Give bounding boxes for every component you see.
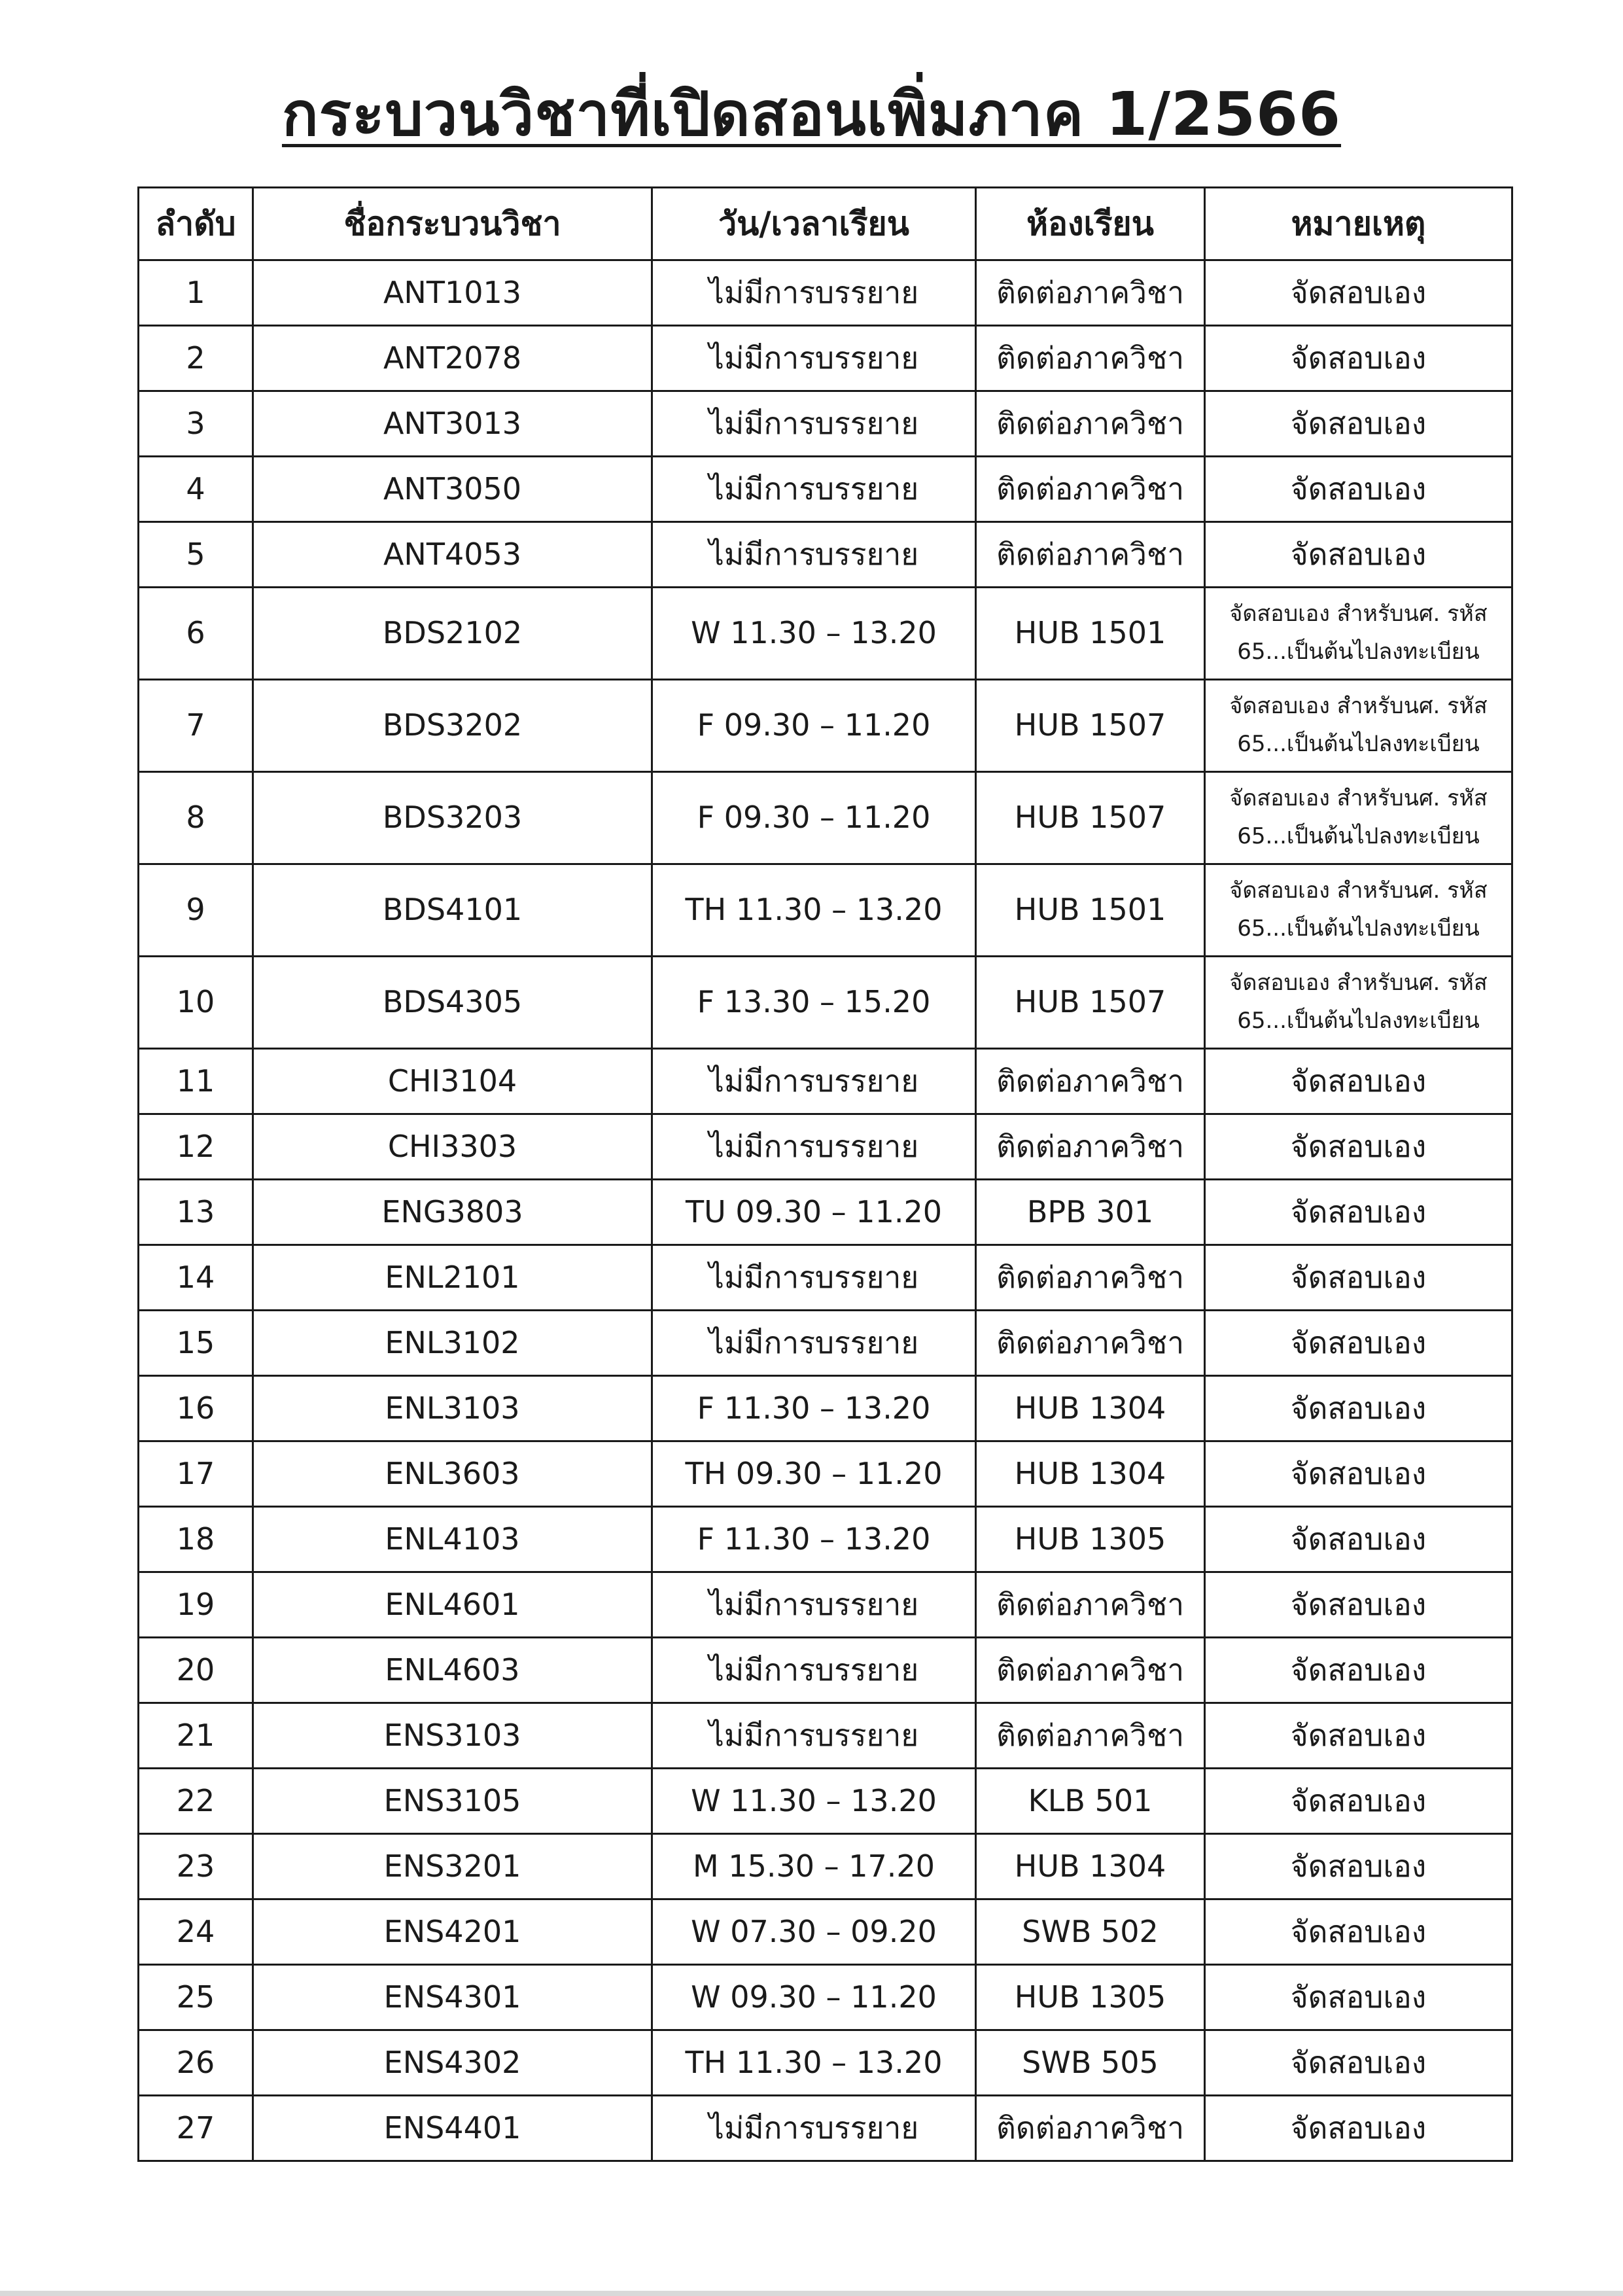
cell-day-time: ไม่มีการบรรยาย (652, 1245, 976, 1311)
cell-order: 10 (139, 957, 253, 1049)
cell-order: 20 (139, 1638, 253, 1703)
cell-course-name: ENL3103 (253, 1376, 652, 1441)
cell-day-time: TH 11.30 – 13.20 (652, 864, 976, 957)
table-row (139, 391, 1512, 457)
table-row (139, 2096, 1512, 2161)
cell-order: 5 (139, 522, 253, 588)
cell-order: 7 (139, 680, 253, 772)
cell-day-time: ไม่มีการบรรยาย (652, 457, 976, 522)
cell-remark: จัดสอบเอง สำหรับนศ. รหัส 65...เป็นต้นไปลงทะเบียน (1205, 957, 1512, 1049)
cell-room: KLB 501 (976, 1769, 1205, 1834)
cell-course-name: ANT4053 (253, 522, 652, 588)
cell-course-name: ENL3603 (253, 1441, 652, 1507)
cell-course-name: ENS4201 (253, 1899, 652, 1965)
cell-order: 22 (139, 1769, 253, 1834)
cell-room: ติดต่อภาควิชา (976, 1638, 1205, 1703)
page-title: กระบวนวิชาที่เปิดสอนเพิ่มภาค 1/2566 (281, 79, 1342, 149)
cell-course-name: ENL4603 (253, 1638, 652, 1703)
table-row (139, 522, 1512, 588)
cell-order: 23 (139, 1834, 253, 1899)
cell-day-time: ไม่มีการบรรยาย (652, 1311, 976, 1376)
cell-course-name: ANT3050 (253, 457, 652, 522)
cell-remark: จัดสอบเอง สำหรับนศ. รหัส 65...เป็นต้นไปลงทะเบียน (1205, 680, 1512, 772)
cell-order: 27 (139, 2096, 253, 2161)
cell-remark: จัดสอบเอง (1205, 2096, 1512, 2161)
table-body (139, 260, 1512, 2161)
cell-day-time: ไม่มีการบรรยาย (652, 1114, 976, 1180)
cell-day-time: M 15.30 – 17.20 (652, 1834, 976, 1899)
cell-room: HUB 1507 (976, 772, 1205, 864)
table-row (139, 1834, 1512, 1899)
cell-remark: จัดสอบเอง (1205, 260, 1512, 326)
cell-course-name: ENS4301 (253, 1965, 652, 2030)
table-row (139, 1114, 1512, 1180)
cell-room: BPB 301 (976, 1180, 1205, 1245)
cell-day-time: W 09.30 – 11.20 (652, 1965, 976, 2030)
cell-order: 19 (139, 1572, 253, 1638)
cell-order: 26 (139, 2030, 253, 2096)
cell-order: 18 (139, 1507, 253, 1572)
cell-course-name: ENL4601 (253, 1572, 652, 1638)
header-order: ลำดับ (139, 188, 253, 260)
cell-day-time: ไม่มีการบรรยาย (652, 326, 976, 391)
table-row (139, 1311, 1512, 1376)
cell-day-time: ไม่มีการบรรยาย (652, 1703, 976, 1769)
cell-day-time: F 11.30 – 13.20 (652, 1376, 976, 1441)
table-row (139, 1507, 1512, 1572)
table-row (139, 1703, 1512, 1769)
cell-room: ติดต่อภาควิชา (976, 1311, 1205, 1376)
cell-order: 15 (139, 1311, 253, 1376)
cell-room: HUB 1304 (976, 1441, 1205, 1507)
cell-remark: จัดสอบเอง (1205, 1703, 1512, 1769)
table-row (139, 772, 1512, 864)
cell-order: 13 (139, 1180, 253, 1245)
cell-order: 25 (139, 1965, 253, 2030)
table-row (139, 1899, 1512, 1965)
cell-remark: จัดสอบเอง (1205, 326, 1512, 391)
table-row (139, 260, 1512, 326)
cell-remark: จัดสอบเอง (1205, 522, 1512, 588)
cell-day-time: TH 09.30 – 11.20 (652, 1441, 976, 1507)
cell-day-time: ไม่มีการบรรยาย (652, 391, 976, 457)
cell-remark: จัดสอบเอง สำหรับนศ. รหัส 65...เป็นต้นไปลงทะเบียน (1205, 864, 1512, 957)
cell-day-time: ไม่มีการบรรยาย (652, 1638, 976, 1703)
cell-remark: จัดสอบเอง (1205, 1507, 1512, 1572)
cell-day-time: F 09.30 – 11.20 (652, 772, 976, 864)
cell-course-name: CHI3303 (253, 1114, 652, 1180)
table-row (139, 326, 1512, 391)
cell-day-time: W 11.30 – 13.20 (652, 1769, 976, 1834)
cell-room: HUB 1304 (976, 1376, 1205, 1441)
cell-room: ติดต่อภาควิชา (976, 1114, 1205, 1180)
cell-remark: จัดสอบเอง (1205, 1638, 1512, 1703)
cell-course-name: ANT1013 (253, 260, 652, 326)
cell-order: 17 (139, 1441, 253, 1507)
cell-order: 8 (139, 772, 253, 864)
cell-course-name: ENS3105 (253, 1769, 652, 1834)
table-row (139, 1769, 1512, 1834)
cell-course-name: ENG3803 (253, 1180, 652, 1245)
cell-room: ติดต่อภาควิชา (976, 1572, 1205, 1638)
table-row (139, 2030, 1512, 2096)
cell-course-name: BDS3202 (253, 680, 652, 772)
cell-day-time: ไม่มีการบรรยาย (652, 2096, 976, 2161)
cell-order: 21 (139, 1703, 253, 1769)
table-row (139, 864, 1512, 957)
page-bottom-edge (0, 2291, 1623, 2296)
header-room: ห้องเรียน (976, 188, 1205, 260)
cell-room: ติดต่อภาควิชา (976, 1245, 1205, 1311)
cell-room: ติดต่อภาควิชา (976, 260, 1205, 326)
cell-room: ติดต่อภาควิชา (976, 1049, 1205, 1114)
cell-course-name: BDS4101 (253, 864, 652, 957)
cell-order: 11 (139, 1049, 253, 1114)
cell-day-time: ไม่มีการบรรยาย (652, 1049, 976, 1114)
cell-order: 24 (139, 1899, 253, 1965)
table-row (139, 1245, 1512, 1311)
cell-remark: จัดสอบเอง (1205, 1441, 1512, 1507)
cell-day-time: ไม่มีการบรรยาย (652, 260, 976, 326)
cell-order: 14 (139, 1245, 253, 1311)
cell-room: SWB 505 (976, 2030, 1205, 2096)
cell-remark: จัดสอบเอง (1205, 1965, 1512, 2030)
cell-remark: จัดสอบเอง (1205, 457, 1512, 522)
cell-day-time: TH 11.30 – 13.20 (652, 2030, 976, 2096)
cell-course-name: ENL2101 (253, 1245, 652, 1311)
table-row (139, 1180, 1512, 1245)
cell-room: HUB 1305 (976, 1507, 1205, 1572)
cell-course-name: ANT3013 (253, 391, 652, 457)
cell-course-name: BDS3203 (253, 772, 652, 864)
header-course-name: ชื่อกระบวนวิชา (253, 188, 652, 260)
cell-room: HUB 1501 (976, 588, 1205, 680)
cell-room: SWB 502 (976, 1899, 1205, 1965)
cell-order: 4 (139, 457, 253, 522)
table-row (139, 1572, 1512, 1638)
cell-room: ติดต่อภาควิชา (976, 326, 1205, 391)
table-row (139, 680, 1512, 772)
cell-order: 9 (139, 864, 253, 957)
cell-day-time: ไม่มีการบรรยาย (652, 522, 976, 588)
table-row (139, 457, 1512, 522)
cell-course-name: ENS3103 (253, 1703, 652, 1769)
table-row (139, 1376, 1512, 1441)
cell-remark: จัดสอบเอง สำหรับนศ. รหัส 65...เป็นต้นไปลงทะเบียน (1205, 588, 1512, 680)
cell-room: ติดต่อภาควิชา (976, 457, 1205, 522)
course-table (137, 186, 1513, 2162)
cell-remark: จัดสอบเอง (1205, 1180, 1512, 1245)
cell-remark: จัดสอบเอง (1205, 2030, 1512, 2096)
cell-room: HUB 1304 (976, 1834, 1205, 1899)
cell-day-time: F 13.30 – 15.20 (652, 957, 976, 1049)
cell-course-name: BDS4305 (253, 957, 652, 1049)
cell-room: HUB 1507 (976, 680, 1205, 772)
table-row (139, 957, 1512, 1049)
cell-order: 16 (139, 1376, 253, 1441)
cell-room: ติดต่อภาควิชา (976, 2096, 1205, 2161)
cell-remark: จัดสอบเอง (1205, 1572, 1512, 1638)
cell-course-name: ANT2078 (253, 326, 652, 391)
cell-course-name: BDS2102 (253, 588, 652, 680)
cell-order: 3 (139, 391, 253, 457)
cell-order: 1 (139, 260, 253, 326)
cell-remark: จัดสอบเอง (1205, 1245, 1512, 1311)
cell-course-name: ENL3102 (253, 1311, 652, 1376)
table-row (139, 1638, 1512, 1703)
cell-room: HUB 1507 (976, 957, 1205, 1049)
cell-remark: จัดสอบเอง (1205, 1114, 1512, 1180)
cell-room: ติดต่อภาควิชา (976, 1703, 1205, 1769)
cell-course-name: ENS4401 (253, 2096, 652, 2161)
cell-course-name: CHI3104 (253, 1049, 652, 1114)
cell-day-time: F 11.30 – 13.20 (652, 1507, 976, 1572)
header-remark: หมายเหตุ (1205, 188, 1512, 260)
cell-remark: จัดสอบเอง (1205, 1376, 1512, 1441)
cell-order: 6 (139, 588, 253, 680)
table-row (139, 1049, 1512, 1114)
cell-order: 2 (139, 326, 253, 391)
cell-room: ติดต่อภาควิชา (976, 391, 1205, 457)
cell-remark: จัดสอบเอง สำหรับนศ. รหัส 65...เป็นต้นไปลงทะเบียน (1205, 772, 1512, 864)
cell-day-time: F 09.30 – 11.20 (652, 680, 976, 772)
cell-remark: จัดสอบเอง (1205, 1311, 1512, 1376)
cell-day-time: TU 09.30 – 11.20 (652, 1180, 976, 1245)
cell-remark: จัดสอบเอง (1205, 1899, 1512, 1965)
table-header-row (139, 188, 1512, 260)
cell-course-name: ENS3201 (253, 1834, 652, 1899)
cell-remark: จัดสอบเอง (1205, 1049, 1512, 1114)
cell-room: HUB 1305 (976, 1965, 1205, 2030)
cell-day-time: W 11.30 – 13.20 (652, 588, 976, 680)
table-row (139, 588, 1512, 680)
table-row (139, 1965, 1512, 2030)
cell-room: HUB 1501 (976, 864, 1205, 957)
table-row (139, 1441, 1512, 1507)
header-day-time: วัน/เวลาเรียน (652, 188, 976, 260)
cell-order: 12 (139, 1114, 253, 1180)
cell-remark: จัดสอบเอง (1205, 391, 1512, 457)
cell-remark: จัดสอบเอง (1205, 1834, 1512, 1899)
cell-remark: จัดสอบเอง (1205, 1769, 1512, 1834)
cell-day-time: ไม่มีการบรรยาย (652, 1572, 976, 1638)
cell-course-name: ENS4302 (253, 2030, 652, 2096)
cell-day-time: W 07.30 – 09.20 (652, 1899, 976, 1965)
cell-course-name: ENL4103 (253, 1507, 652, 1572)
cell-room: ติดต่อภาควิชา (976, 522, 1205, 588)
